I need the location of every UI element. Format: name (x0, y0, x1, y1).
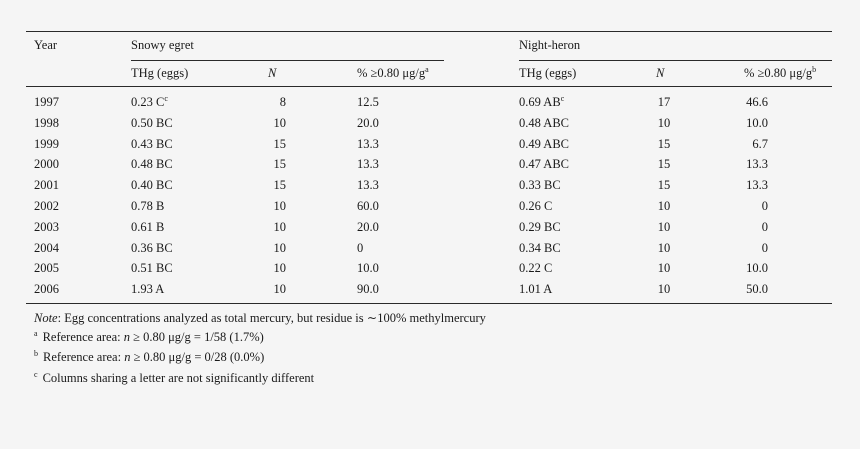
cell-year: 2001 (34, 178, 59, 193)
cell-nh-thg: 0.47 ABC (519, 157, 570, 172)
cell-nh-n: 10 (657, 199, 671, 213)
cell-year: 2003 (34, 219, 59, 234)
footnote-c: $^c$ Columns sharing a letter are not significantly different (34, 370, 315, 385)
note-label: Note (34, 311, 58, 325)
cell-nh-thg: 0.48 ABC (519, 115, 570, 130)
cell-nh-n: 10 (657, 240, 671, 255)
cell-se-thg: 1.93 A (131, 282, 165, 297)
cell-nh-pct: 0 (761, 199, 768, 213)
cell-se-thg: 0.23 $C^c$ (131, 93, 168, 109)
header-nh-thg: THg (eggs) (519, 66, 577, 80)
cell-se-n: 10 (273, 219, 286, 234)
cell-nh-thg: 0.69 $AB^c$ (519, 93, 565, 109)
header-nh-pct: % ≥0.80 $\mu g/g^b$ (744, 64, 817, 80)
cell-year: 2006 (34, 282, 59, 297)
cell-nh-pct: 0 (761, 240, 768, 255)
header-se-n: N (268, 66, 277, 80)
cell-nh-n: 15 (657, 136, 671, 151)
cell-nh-n: 10 (657, 261, 671, 276)
cell-se-n: 15 (273, 136, 286, 151)
cell-se-n: 15 (273, 157, 286, 172)
cell-nh-pct: 13.3 (746, 157, 768, 172)
header-nh-n: N (656, 66, 665, 80)
cell-se-pct: 20.0 (357, 219, 379, 234)
cell-nh-pct: 0 (761, 219, 768, 234)
table-bottom-rule (26, 303, 832, 304)
cell-nh-n: 10 (657, 282, 671, 297)
cell-se-pct: 0 (357, 240, 364, 255)
cell-year: 1997 (34, 95, 59, 109)
footnote-b: $^b$ Reference area: n ≥ 0.80 μg/g = 0/28 (0.0%) (34, 349, 265, 364)
cell-nh-pct: 13.3 (746, 178, 768, 193)
header-group-night-heron: Night-heron (519, 38, 581, 52)
cell-year: 2004 (34, 240, 59, 255)
cell-nh-pct: 6.7 (752, 136, 768, 151)
cell-nh-thg: 1.01 A (519, 282, 553, 297)
cell-se-n: 15 (273, 178, 286, 193)
cell-nh-thg: 0.26 C (519, 199, 553, 213)
cell-year: 2002 (34, 199, 59, 213)
table-top-rule (26, 31, 832, 32)
cell-nh-n: 15 (657, 178, 671, 193)
cell-nh-thg: 0.29 BC (519, 219, 561, 234)
cell-nh-pct: 50.0 (746, 282, 768, 297)
header-bottom-rule (26, 86, 832, 87)
cell-se-pct: 20.0 (357, 115, 379, 130)
footnote-b-mark: b (34, 349, 38, 358)
cell-se-thg: 0.51 BC (131, 261, 173, 276)
cell-nh-n: 10 (657, 219, 671, 234)
cell-se-thg: 0.36 BC (131, 240, 173, 255)
cell-year: 1998 (34, 115, 59, 130)
cell-se-n: 10 (273, 261, 286, 276)
cell-year: 2005 (34, 261, 59, 276)
cell-nh-pct: 10.0 (746, 115, 768, 130)
cell-se-thg: 0.40 BC (131, 178, 173, 193)
cell-se-n: 10 (273, 240, 286, 255)
cell-nh-n: 17 (657, 95, 671, 109)
note-text: : Egg concentrations analyzed as total mercury, but residue is ∼100% methylmercury (57, 311, 486, 325)
cell-se-n: 10 (273, 199, 286, 213)
footnote-a: $^a$ Reference area: n ≥ 0.80 μg/g = 1/58 (1.7%) (34, 329, 264, 344)
cell-nh-pct: 46.6 (746, 95, 768, 109)
header-se-thg: THg (eggs) (131, 66, 189, 80)
cell-se-thg: 0.48 BC (131, 157, 173, 172)
cell-se-pct: 13.3 (357, 136, 379, 151)
group-rule-snowy-egret (131, 60, 444, 61)
cell-se-pct: 90.0 (357, 282, 379, 297)
cell-se-n: 10 (273, 115, 286, 130)
header-group-snowy-egret: Snowy egret (131, 38, 194, 52)
footnote-ref: c (164, 93, 168, 103)
header-year: Year (34, 38, 58, 52)
cell-nh-n: 10 (657, 115, 671, 130)
cell-se-pct: 13.3 (357, 157, 379, 172)
cell-nh-n: 15 (657, 157, 671, 172)
cell-se-pct: 13.3 (357, 178, 379, 193)
cell-nh-thg: 0.33 BC (519, 178, 561, 193)
cell-se-thg: 0.78 B (131, 199, 165, 213)
cell-se-pct: 12.5 (357, 95, 379, 109)
cell-se-thg: 0.43 BC (131, 136, 173, 151)
footnote-a-mark: a (34, 329, 38, 338)
cell-nh-thg: 0.49 ABC (519, 136, 570, 151)
cell-nh-thg: 0.34 BC (519, 240, 561, 255)
cell-nh-thg: 0.22 C (519, 261, 553, 276)
cell-se-n: 10 (273, 282, 286, 297)
note-line (34, 310, 486, 326)
cell-se-n: 8 (279, 95, 286, 109)
cell-se-pct: 10.0 (357, 261, 379, 276)
footnote-ref: c (560, 93, 565, 103)
footnote-c-mark: c (34, 370, 38, 379)
cell-se-pct: 60.0 (357, 199, 379, 213)
header-se-pct: % ≥0.80 $\mu g/g^a$ (357, 64, 429, 80)
cell-se-thg: 0.61 B (131, 219, 165, 234)
cell-year: 2000 (34, 157, 59, 172)
group-rule-night-heron (519, 60, 832, 61)
cell-se-thg: 0.50 BC (131, 115, 173, 130)
cell-nh-pct: 10.0 (746, 261, 768, 276)
cell-year: 1999 (34, 136, 59, 151)
